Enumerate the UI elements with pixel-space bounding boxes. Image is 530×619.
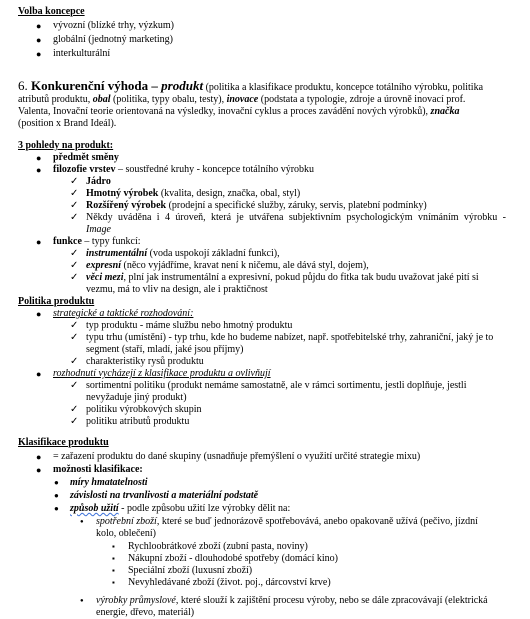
moznost-3-text: - podle způsobu užití lze výrobky dělit na: bbox=[118, 503, 291, 514]
bullet-icon: ● bbox=[36, 309, 42, 319]
check-icon: ✓ bbox=[70, 272, 79, 283]
section6-text: Valenta, Inovační teorie orientovaná na výsledky, inovační cyklus a proces zavádění nových výrobků), bbox=[18, 106, 431, 117]
bullet-icon: ● bbox=[36, 369, 42, 379]
spotrebni-zbozi bbox=[96, 516, 478, 528]
term-inovace: inovace bbox=[226, 94, 259, 105]
spotrebni-zbozi-label: spotřební zboží bbox=[96, 516, 157, 527]
section6-text: (podstata a typologie, zdroje a úrovně inovací prof. bbox=[258, 94, 466, 105]
vrstva-rozsireny-text: (prodejní a specifické služby, záruky, servis, platební podmínky) bbox=[166, 200, 427, 211]
pohled-3 bbox=[53, 236, 141, 248]
moznost-1: míry hmatatelnosti bbox=[70, 477, 148, 488]
section-number: 6. bbox=[18, 78, 31, 93]
spotrebni-zbozi-line-2: kolo, oblečení) bbox=[96, 528, 156, 539]
politika-s2: rozhodnutí vycházejí z klasifikace produktu a ovlivňují bbox=[53, 368, 271, 379]
volba-item-2: globální (jednotný marketing) bbox=[53, 34, 173, 45]
check-icon: ✓ bbox=[70, 404, 79, 415]
vyrobky-prumyslove-line-2: energie, dřevo, materiál) bbox=[96, 607, 195, 618]
politika-s2-item-3: politiku atributů produktu bbox=[86, 416, 190, 427]
moznost-2: závislosti na trvanlivosti a materiální podstatě bbox=[70, 490, 259, 501]
zbozi-typ-2: Nákupní zboží - dlouhodobé spotřeby (domácí kino) bbox=[128, 553, 338, 564]
funkce-2-label: expresní bbox=[86, 260, 121, 271]
pohled-3-text: – typy funkcí: bbox=[81, 236, 141, 247]
funkce-2-text: (něco vyjádříme, kravat není k ničemu, ale dává styl, dojem), bbox=[121, 260, 369, 271]
moznost-3-label: způsob užití bbox=[70, 503, 119, 514]
square-bullet-icon: ▪ bbox=[112, 554, 115, 563]
vyrobky-prumyslove bbox=[96, 595, 488, 607]
zbozi-typ-1: Rychloobrátkové zboží (zubní pasta, noviny) bbox=[128, 541, 308, 552]
bullet-icon: ● bbox=[36, 465, 42, 475]
bullet-icon: ● bbox=[36, 21, 42, 31]
funkce-2 bbox=[86, 260, 369, 272]
check-icon: ✓ bbox=[70, 332, 79, 343]
bullet-icon: ● bbox=[54, 478, 59, 487]
funkce-1 bbox=[86, 248, 280, 260]
funkce-3 bbox=[86, 272, 479, 284]
volba-item-1: vývozní (blízké trhy, výzkum) bbox=[53, 20, 174, 31]
funkce-1-text: (voda uspokojí základní funkci), bbox=[147, 248, 280, 259]
section6-text: atributů produktu, bbox=[18, 94, 93, 105]
section6-line-3 bbox=[18, 106, 459, 118]
pohled-2 bbox=[53, 164, 314, 176]
pohledy-heading: 3 pohledy na produkt: bbox=[18, 140, 114, 151]
politika-heading: Politika produktu bbox=[18, 296, 95, 307]
bullet-icon: ● bbox=[36, 35, 42, 45]
klasifikace-moznosti: možnosti klasifikace: bbox=[53, 464, 143, 475]
politika-s1-item-3: charakteristiky rysů produktu bbox=[86, 356, 204, 367]
section6-line-4: (position x Brand Ideál). bbox=[18, 118, 117, 129]
politika-s1-item-1: typ produktu - máme službu nebo hmotný produktu bbox=[86, 320, 293, 331]
vrstva-jadro: Jádro bbox=[86, 176, 111, 187]
section-title: Konkurenční výhoda – bbox=[31, 78, 162, 93]
spotrebni-zbozi-text: , které se buď jednorázově spotřebovává, anebo opakovaně užívá (pečivo, jízdní bbox=[156, 516, 478, 527]
volba-item-3: interkulturální bbox=[53, 48, 111, 59]
politika-s2-item-1: sortimentní politiku (produkt nemáme samostatně, ale v rámci sortimentu, jestli doplňuje, jestli bbox=[86, 380, 467, 391]
pohled-1: předmět směny bbox=[53, 152, 119, 163]
vrstva-hmotny-text: (kvalita, design, značka, obal, styl) bbox=[158, 188, 301, 199]
term-obal: obal bbox=[92, 94, 111, 105]
politika-s1: strategické a taktické rozhodování: bbox=[53, 308, 194, 319]
check-icon: ✓ bbox=[70, 356, 79, 367]
section6-line-1 bbox=[18, 79, 483, 94]
klasifikace-definice: = zařazení produktu do dané skupiny (usnadňuje přemýšlení o využití určité strategie mixu) bbox=[53, 451, 421, 462]
square-bullet-icon: ▪ bbox=[112, 566, 115, 575]
check-icon: ✓ bbox=[70, 260, 79, 271]
pohled-3-label: funkce bbox=[53, 236, 82, 247]
section6-line-2 bbox=[18, 94, 465, 106]
check-icon: ✓ bbox=[70, 176, 79, 187]
zbozi-typ-4: Nevyhledávané zboží (život. poj., dárcovství krve) bbox=[128, 577, 331, 588]
vrstva-rozsireny-label: Rozšířený výrobek bbox=[86, 200, 167, 211]
square-bullet-icon: ▪ bbox=[112, 578, 115, 587]
term-znacka: značka bbox=[430, 106, 460, 117]
politika-s2-item-1b: nevyžaduje jiný produkt) bbox=[86, 392, 187, 403]
check-icon: ✓ bbox=[70, 248, 79, 259]
vrstva-rozsireny bbox=[86, 200, 427, 212]
vrstva-nekdy: Někdy uváděna i 4 úroveň, která je utvářena subjektivním psychologickým vnímáním výrobku - bbox=[86, 212, 506, 223]
funkce-3-text: , plní jak instrumentální a expresivní, pokud půjdu do fitka tak budu uvažovat jaké pití si bbox=[123, 272, 479, 283]
moznost-3 bbox=[70, 503, 290, 515]
funkce-3-line-2: vezmu, má to vliv na design, ale i praktičnost bbox=[86, 284, 268, 295]
section-title-produkt: produkt bbox=[161, 78, 204, 93]
check-icon: ✓ bbox=[70, 320, 79, 331]
vyrobky-prumyslove-label: výrobky průmyslové bbox=[96, 595, 176, 606]
check-icon: ✓ bbox=[70, 188, 79, 199]
bullet-icon: ● bbox=[80, 519, 84, 525]
zbozi-typ-3: Speciální zboží (luxusní zboží) bbox=[128, 565, 253, 576]
vyrobky-prumyslove-text: , které slouží k zajištění procesu výroby, nebo se dále zpracovávají (elektrická bbox=[175, 595, 488, 606]
section6-text: (politika a klasifikace produktu, koncepce totálního výrobku, politika bbox=[203, 82, 484, 93]
check-icon: ✓ bbox=[70, 416, 79, 427]
square-bullet-icon: ▪ bbox=[112, 542, 115, 551]
check-icon: ✓ bbox=[70, 380, 79, 391]
bullet-icon: ● bbox=[36, 153, 42, 163]
klasifikace-heading: Klasifikace produktu bbox=[18, 437, 109, 448]
bullet-icon: ● bbox=[36, 237, 42, 247]
politika-s1-item-2: typu trhu (umístění) - typ trhu, kde ho budeme nabízet, např. spotřebitelské trhy, zahraniční, jaký je to bbox=[86, 332, 494, 343]
politika-s1-item-2b: segment (staří, mladí, jaké jsou příjmy) bbox=[86, 344, 244, 355]
bullet-icon: ● bbox=[36, 452, 42, 462]
vrstva-image: Image bbox=[86, 224, 111, 235]
pohled-2-label: filozofie vrstev bbox=[53, 164, 116, 175]
funkce-3-label: věci mezi bbox=[86, 272, 124, 283]
section6-text: (politika, typy obalu, testy), bbox=[110, 94, 227, 105]
bullet-icon: ● bbox=[80, 598, 84, 604]
vrstva-hmotny-label: Hmotný výrobek bbox=[86, 188, 159, 199]
pohled-2-text: – soustředné kruhy - koncepce totálního výrobku bbox=[115, 164, 315, 175]
vrstva-hmotny bbox=[86, 188, 300, 200]
bullet-icon: ● bbox=[36, 165, 42, 175]
bullet-icon: ● bbox=[36, 49, 42, 59]
funkce-1-label: instrumentální bbox=[86, 248, 148, 259]
volba-heading: Volba koncepce bbox=[18, 6, 85, 17]
bullet-icon: ● bbox=[54, 491, 59, 500]
check-icon: ✓ bbox=[70, 200, 79, 211]
bullet-icon: ● bbox=[54, 504, 59, 513]
politika-s2-item-2: politiku výrobkových skupin bbox=[86, 404, 202, 415]
check-icon: ✓ bbox=[70, 212, 79, 223]
